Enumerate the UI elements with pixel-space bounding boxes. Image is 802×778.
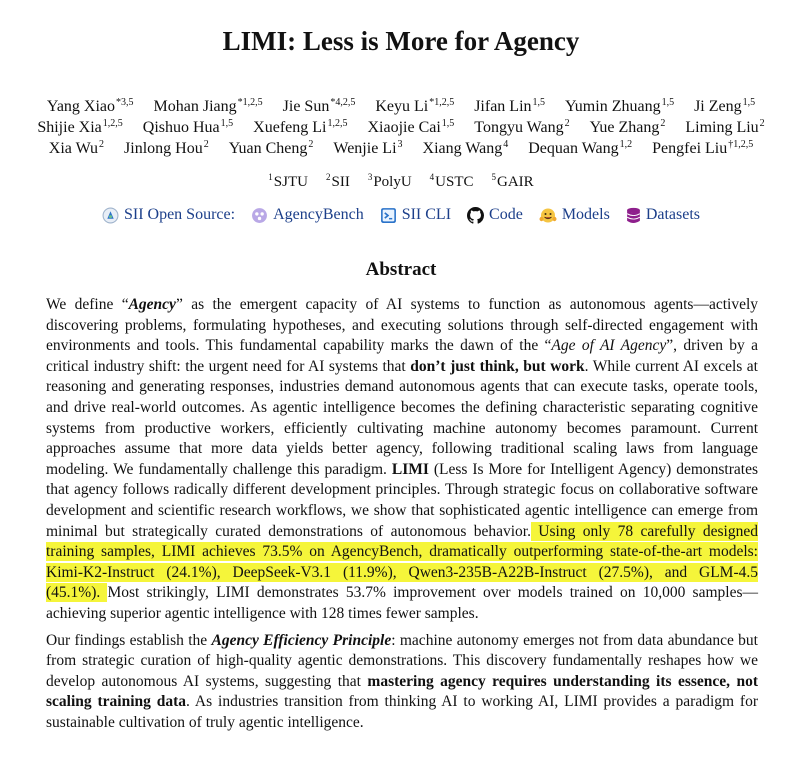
models-link[interactable] [539,206,610,224]
author [47,98,134,115]
agency-term: Agency [128,296,176,313]
sii-cli-label: SII CLI [401,206,452,223]
agency-efficiency-principle-term: Agency Efficiency Principle [211,631,392,649]
author-name: Xiang Wang [422,140,503,157]
code-link[interactable] [467,206,523,224]
author [124,140,209,157]
author [528,140,632,157]
affiliation-name: GAIR [497,174,534,190]
affiliation-number: 5 [491,172,497,182]
author-name: Yuan Cheng [228,140,308,157]
affiliation-number: 4 [429,172,435,182]
author-affiliation-marks: 2 [564,118,570,129]
author [37,119,122,136]
emphasis-text: mastering agency requires understanding its essence, not scaling training data [46,672,758,711]
author [333,140,402,157]
author [590,119,666,136]
author [474,119,569,136]
author-name: Jie Sun [282,98,330,115]
hugging-face-icon [539,207,557,224]
affiliation-list [0,174,802,191]
author-name: Jinlong Hou [124,140,203,157]
author-name: Pengfei Liu [652,140,728,157]
affiliation-name: PolyU [373,174,412,190]
author-affiliation-marks: 1,5 [661,97,675,108]
paper-title: LIMI: Less is More for Agency [222,26,580,56]
abstract-paragraph-2 [46,631,758,734]
emphasis-text: don’t just think, but work [410,357,585,375]
author [253,119,347,136]
agencybench-icon [251,207,268,224]
author-name: Ji Zeng [694,98,742,115]
affiliation-number: 3 [367,172,373,182]
abstract-text: : machine autonomy emerges not from data abundance but from strategic curation of high-quality agentic demonstrations. This discovery fundamentally reshapes how we develop autonomous AI systems, suggesting that [46,631,758,690]
abstract-text: ” as the emergent capacity of AI systems to function as autonomous agents—actively discovering problems, formulating hypotheses, and executing solutions through self-directed engagement with environments and tools. This fundamental capability marks the dawn of the “ [46,296,759,355]
affiliation-name: USTC [435,174,474,190]
author-affiliation-marks: 2 [308,139,314,150]
terminal-icon [380,207,397,224]
author [565,98,674,115]
sii-logo-icon [102,207,119,224]
limi-term: LIMI [391,460,429,478]
author-name: Tongyu Wang [474,119,564,136]
affiliation [492,174,534,190]
author-name: Xuefeng Li [253,119,327,136]
abstract-text: We define “ [46,296,129,313]
abstract-text: Most strikingly, LIMI demonstrates 53.7% improvement over models trained on 10,000 samples—achieving superior agentic intelligence with 128 times fewer samples. [46,584,758,622]
highlighted-results: Using only 78 carefully designed training samples, LIMI achieves 73.5% on AgencyBench, dramatically outperforming state-of-the-art models: Kimi-K2-Instruct (24.1%), DeepSeek-V3.1 (11.9%), Qwen3-235B-A22B-Instruct (27.5%), and GLM-4.5 (45.1%). [46,522,758,602]
author-name: Yue Zhang [589,119,660,136]
author-affiliation-marks: 4 [503,139,509,150]
author [154,98,263,115]
author [652,140,753,157]
author-affiliation-marks: 2 [759,118,765,129]
affiliation-number: 1 [268,172,273,182]
author-affiliation-marks: 2 [203,139,209,150]
author [375,98,454,115]
author-name: Xia Wu [48,140,99,157]
abstract-text: . As industries transition from thinking AI to working AI, LIMI provides a paradigm for sustainable cultivation of truly agentic intelligence. [46,693,758,731]
author-affiliation-marks: 1,5 [441,118,455,129]
abstract-heading: Abstract [365,259,437,280]
abstract-text: . While current AI excels at reasoning and generating responses, industries demand autonomous agents that can execute tasks, operate tools, and drive real-world outcomes. As agentic intelligence becomes the defining characteristic separating cognitive systems from productive workers, efficiently cultivating machine autonomy becomes paramount. Current approaches assume that more data yields better agency, following traditional scaling laws from language modeling. We fundamentally challenge this paradigm. [46,357,758,478]
resource-links [0,206,802,224]
author [423,140,509,157]
author-affiliation-marks: 2 [99,139,105,150]
author-affiliation-marks: †1,2,5 [728,139,754,150]
agencybench-link[interactable] [251,206,364,224]
agencybench-label: AgencyBench [273,206,364,223]
datasets-link[interactable] [626,206,700,224]
age-of-ai-agency-term: Age of AI Agency [551,337,667,355]
abstract-text: (Less Is More for Intelligent Agency) demonstrates that agency follows radically different development principles. Through strategic focus on collaborative software development and scientific research workflows, we show that sophisticated agentic intelligence can emerge from minimal but strategically curated demonstrations of autonomous behavior. [46,460,758,540]
author-name: Xiaojie Cai [367,119,441,136]
author-name: Mohan Jiang [153,98,237,115]
author-affiliation-marks: *1,2,5 [237,97,263,108]
affiliation [268,174,308,190]
affiliation-name: SJTU [273,174,308,190]
author-affiliation-marks: 1,5 [220,118,234,129]
author-name: Jifan Lin [474,98,532,115]
author-name: Wenjie Li [333,140,397,157]
author [229,140,314,157]
models-label: Models [561,206,610,223]
datasets-label: Datasets [645,206,701,223]
abstract-text: ”, driven by a critical industry shift: the urgent need for AI systems that [46,337,758,375]
author-affiliation-marks: 1,2,5 [327,118,348,129]
author-affiliation-marks: 1,5 [532,97,546,108]
author-affiliation-marks: 1,2 [619,139,633,150]
author [474,98,545,115]
affiliation-name: SII [331,174,350,190]
sii-open-source-link[interactable] [102,206,235,224]
author-affiliation-marks: 1,2,5 [102,118,123,129]
abstract-text: Our findings establish the [46,631,212,649]
author-name: Yumin Zhuang [565,98,661,115]
affiliation [430,174,474,190]
affiliation [368,174,412,190]
author-name: Liming Liu [685,119,759,136]
author-list [10,96,792,159]
author-name: Dequan Wang [528,140,619,157]
author-affiliation-marks: *4,2,5 [330,97,356,108]
author [49,140,104,157]
author [685,119,764,136]
sii-cli-link[interactable] [380,206,451,224]
database-icon [626,207,641,224]
abstract-paragraph-1 [46,295,758,625]
affiliation [326,174,350,190]
author-affiliation-marks: 3 [397,139,403,150]
author-affiliation-marks: 2 [660,118,666,129]
github-icon [467,207,484,224]
author-name: Qishuo Hua [142,119,220,136]
author-affiliation-marks: 1,5 [742,97,756,108]
affiliation-number: 2 [325,172,331,182]
author-affiliation-marks: *3,5 [116,97,134,108]
author-name: Shijie Xia [37,119,102,136]
author [367,119,454,136]
author [143,119,233,136]
abstract-body [46,295,758,733]
author-name: Yang Xiao [46,98,116,115]
code-label: Code [489,206,523,223]
author [283,98,356,115]
author [694,98,755,115]
author-name: Keyu Li [375,98,429,115]
author-affiliation-marks: *1,2,5 [429,97,455,108]
sii-open-source-label: SII Open Source: [123,206,236,223]
